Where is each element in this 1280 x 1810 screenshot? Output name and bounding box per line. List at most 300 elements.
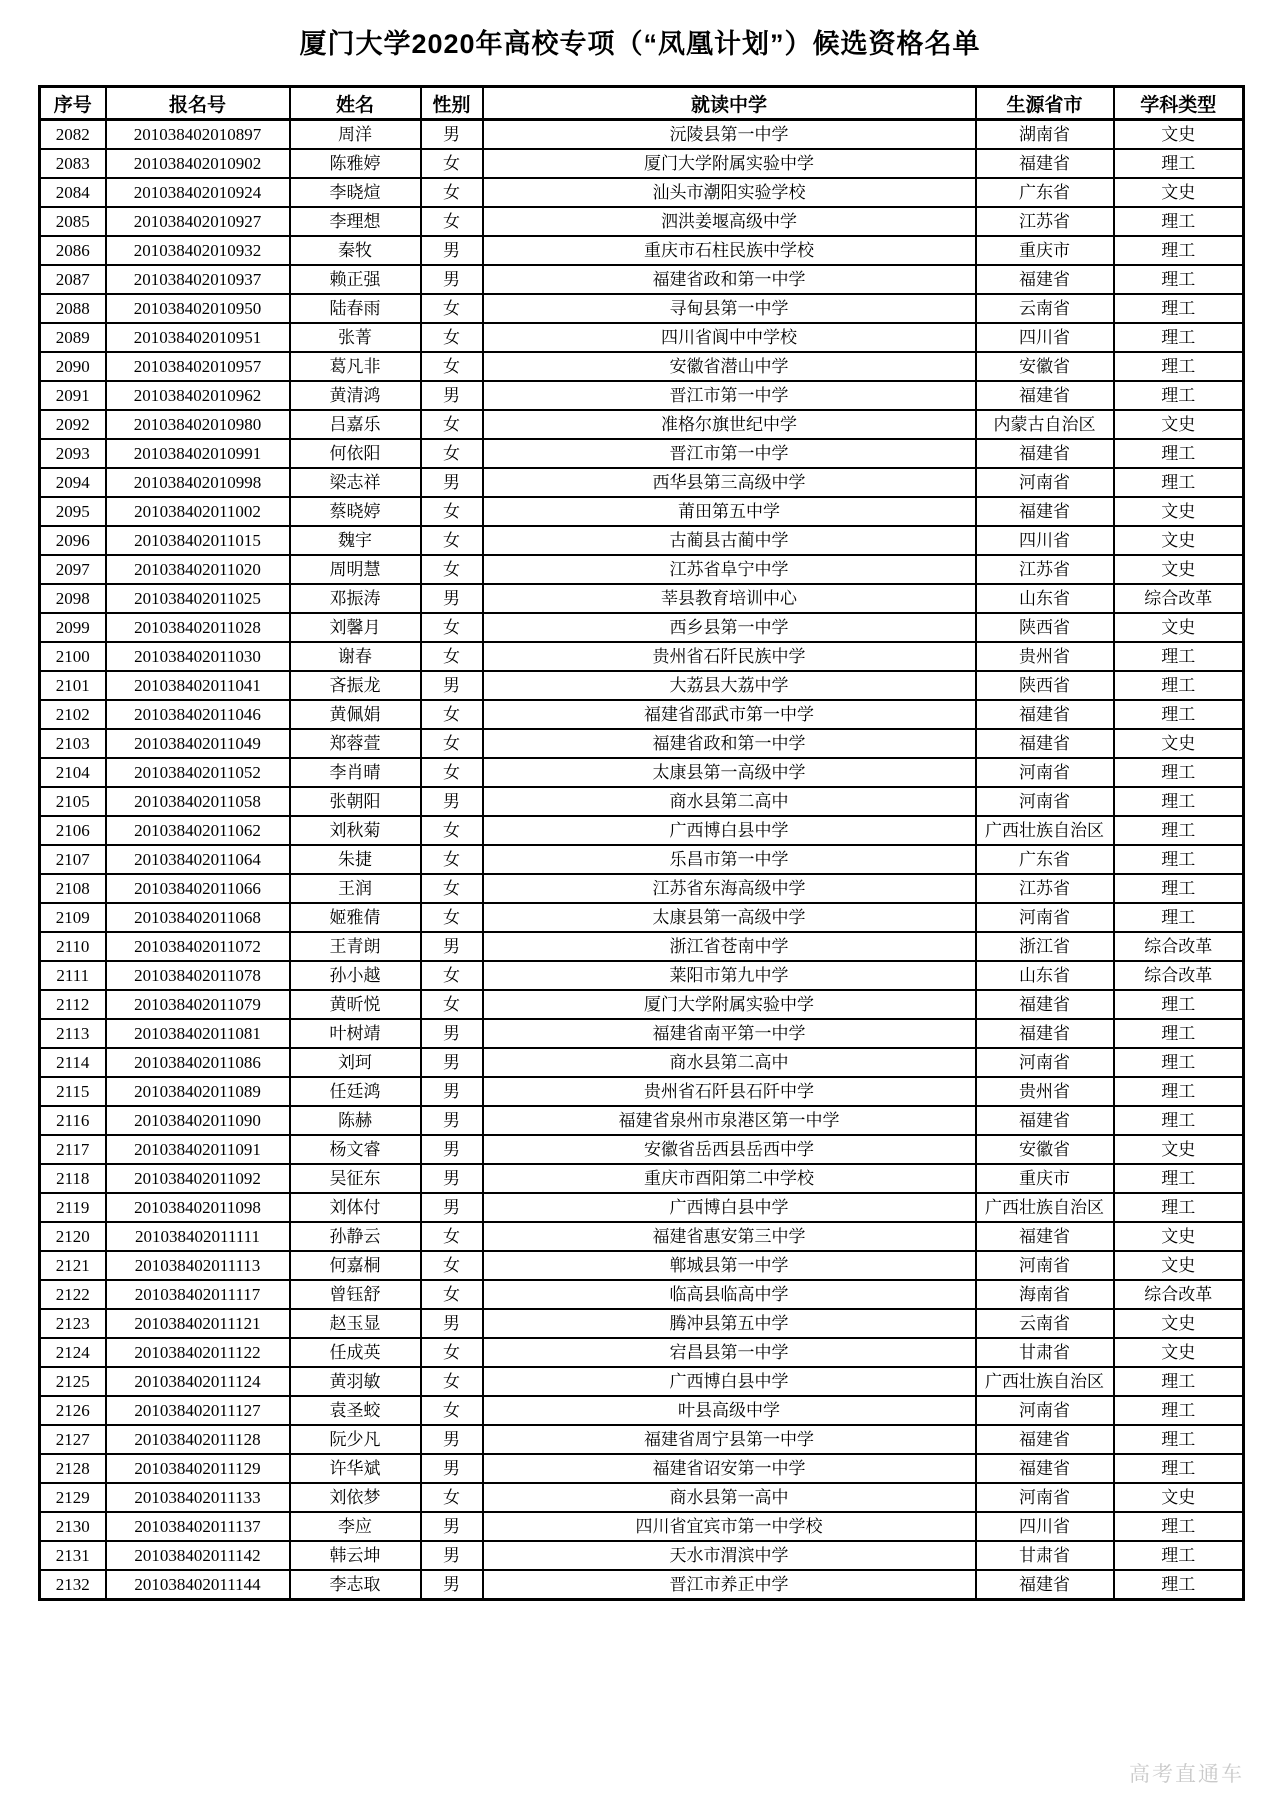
table-row (40, 729, 1244, 758)
table-row (40, 381, 1244, 410)
cell-gender: 女 (421, 410, 483, 439)
cell-registration-no: 201038402011046 (106, 700, 290, 729)
cell-registration-no: 201038402011081 (106, 1019, 290, 1048)
cell-index: 2132 (40, 1570, 106, 1600)
cell-registration-no: 201038402010957 (106, 352, 290, 381)
cell-name: 何嘉桐 (290, 1251, 421, 1280)
cell-gender: 女 (421, 816, 483, 845)
cell-subject-type: 理工 (1114, 352, 1244, 381)
cell-index: 2104 (40, 758, 106, 787)
table-row (40, 236, 1244, 265)
cell-index: 2099 (40, 613, 106, 642)
table-row (40, 1222, 1244, 1251)
column-header-gender: 性别 (421, 87, 483, 120)
cell-province: 河南省 (976, 903, 1114, 932)
cell-index: 2115 (40, 1077, 106, 1106)
cell-province: 福建省 (976, 1425, 1114, 1454)
cell-subject-type: 理工 (1114, 758, 1244, 787)
table-row (40, 265, 1244, 294)
cell-school: 宕昌县第一中学 (483, 1338, 976, 1367)
cell-subject-type: 理工 (1114, 816, 1244, 845)
cell-province: 福建省 (976, 1454, 1114, 1483)
cell-name: 谢春 (290, 642, 421, 671)
cell-registration-no: 201038402011089 (106, 1077, 290, 1106)
cell-gender: 男 (421, 1193, 483, 1222)
cell-province: 贵州省 (976, 642, 1114, 671)
cell-school: 晋江市第一中学 (483, 381, 976, 410)
cell-gender: 女 (421, 149, 483, 178)
cell-subject-type: 综合改革 (1114, 584, 1244, 613)
cell-name: 吴征东 (290, 1164, 421, 1193)
cell-name: 刘体付 (290, 1193, 421, 1222)
cell-name: 叶树靖 (290, 1019, 421, 1048)
cell-gender: 男 (421, 584, 483, 613)
cell-index: 2113 (40, 1019, 106, 1048)
cell-school: 西华县第三高级中学 (483, 468, 976, 497)
cell-gender: 女 (421, 1367, 483, 1396)
cell-index: 2090 (40, 352, 106, 381)
cell-province: 江苏省 (976, 555, 1114, 584)
cell-gender: 男 (421, 1570, 483, 1600)
cell-province: 河南省 (976, 758, 1114, 787)
cell-index: 2111 (40, 961, 106, 990)
cell-registration-no: 201038402011079 (106, 990, 290, 1019)
table-row (40, 497, 1244, 526)
table-body (40, 120, 1244, 1600)
cell-index: 2117 (40, 1135, 106, 1164)
cell-school: 重庆市酉阳第二中学校 (483, 1164, 976, 1193)
cell-registration-no: 201038402011041 (106, 671, 290, 700)
candidate-table (38, 85, 1245, 1601)
cell-gender: 女 (421, 961, 483, 990)
cell-name: 曾钰舒 (290, 1280, 421, 1309)
cell-registration-no: 201038402011129 (106, 1454, 290, 1483)
cell-province: 湖南省 (976, 120, 1114, 150)
cell-index: 2124 (40, 1338, 106, 1367)
column-header-name: 姓名 (290, 87, 421, 120)
cell-subject-type: 理工 (1114, 207, 1244, 236)
cell-name: 陈赫 (290, 1106, 421, 1135)
cell-province: 甘肃省 (976, 1338, 1114, 1367)
cell-province: 云南省 (976, 1309, 1114, 1338)
cell-name: 袁圣蛟 (290, 1396, 421, 1425)
cell-gender: 男 (421, 1019, 483, 1048)
cell-index: 2129 (40, 1483, 106, 1512)
table-row (40, 1309, 1244, 1338)
cell-subject-type: 文史 (1114, 1251, 1244, 1280)
cell-name: 任成英 (290, 1338, 421, 1367)
cell-gender: 女 (421, 294, 483, 323)
cell-subject-type: 理工 (1114, 1164, 1244, 1193)
cell-gender: 男 (421, 468, 483, 497)
cell-registration-no: 201038402010950 (106, 294, 290, 323)
cell-gender: 女 (421, 1222, 483, 1251)
cell-subject-type: 文史 (1114, 410, 1244, 439)
cell-subject-type: 理工 (1114, 323, 1244, 352)
cell-subject-type: 理工 (1114, 1541, 1244, 1570)
cell-subject-type: 文史 (1114, 729, 1244, 758)
cell-index: 2114 (40, 1048, 106, 1077)
cell-province: 河南省 (976, 1396, 1114, 1425)
cell-province: 河南省 (976, 787, 1114, 816)
cell-province: 内蒙古自治区 (976, 410, 1114, 439)
cell-gender: 女 (421, 642, 483, 671)
cell-subject-type: 文史 (1114, 555, 1244, 584)
table-row (40, 700, 1244, 729)
cell-school: 重庆市石柱民族中学校 (483, 236, 976, 265)
cell-name: 黄羽敏 (290, 1367, 421, 1396)
cell-name: 周明慧 (290, 555, 421, 584)
cell-province: 甘肃省 (976, 1541, 1114, 1570)
cell-index: 2127 (40, 1425, 106, 1454)
table-row (40, 642, 1244, 671)
cell-name: 韩云坤 (290, 1541, 421, 1570)
cell-school: 天水市渭滨中学 (483, 1541, 976, 1570)
cell-name: 何依阳 (290, 439, 421, 468)
cell-registration-no: 201038402011068 (106, 903, 290, 932)
table-row (40, 1367, 1244, 1396)
cell-province: 四川省 (976, 1512, 1114, 1541)
cell-index: 2123 (40, 1309, 106, 1338)
cell-name: 陆春雨 (290, 294, 421, 323)
cell-index: 2119 (40, 1193, 106, 1222)
cell-province: 福建省 (976, 1222, 1114, 1251)
cell-gender: 女 (421, 439, 483, 468)
cell-school: 福建省周宁县第一中学 (483, 1425, 976, 1454)
cell-gender: 女 (421, 526, 483, 555)
cell-name: 孙小越 (290, 961, 421, 990)
cell-province: 福建省 (976, 729, 1114, 758)
table-row (40, 1135, 1244, 1164)
cell-school: 贵州省石阡县石阡中学 (483, 1077, 976, 1106)
cell-gender: 女 (421, 990, 483, 1019)
cell-subject-type: 理工 (1114, 381, 1244, 410)
cell-subject-type: 文史 (1114, 497, 1244, 526)
table-row (40, 1193, 1244, 1222)
cell-subject-type: 理工 (1114, 468, 1244, 497)
cell-name: 梁志祥 (290, 468, 421, 497)
cell-index: 2118 (40, 1164, 106, 1193)
cell-name: 李理想 (290, 207, 421, 236)
column-header-school: 就读中学 (483, 87, 976, 120)
cell-school: 晋江市养正中学 (483, 1570, 976, 1600)
cell-gender: 男 (421, 265, 483, 294)
cell-gender: 女 (421, 903, 483, 932)
cell-subject-type: 文史 (1114, 1135, 1244, 1164)
cell-index: 2095 (40, 497, 106, 526)
cell-gender: 男 (421, 1077, 483, 1106)
cell-school: 四川省宜宾市第一中学校 (483, 1512, 976, 1541)
cell-name: 李晓煊 (290, 178, 421, 207)
cell-gender: 女 (421, 1483, 483, 1512)
table-row (40, 294, 1244, 323)
cell-index: 2093 (40, 439, 106, 468)
cell-registration-no: 201038402010980 (106, 410, 290, 439)
cell-subject-type: 文史 (1114, 1309, 1244, 1338)
cell-province: 浙江省 (976, 932, 1114, 961)
table-row (40, 439, 1244, 468)
cell-subject-type: 理工 (1114, 845, 1244, 874)
cell-name: 刘珂 (290, 1048, 421, 1077)
table-row (40, 816, 1244, 845)
cell-registration-no: 201038402010897 (106, 120, 290, 150)
cell-province: 广西壮族自治区 (976, 1367, 1114, 1396)
cell-school: 腾冲县第五中学 (483, 1309, 976, 1338)
cell-school: 江苏省东海高级中学 (483, 874, 976, 903)
cell-name: 蔡晓婷 (290, 497, 421, 526)
cell-registration-no: 201038402010998 (106, 468, 290, 497)
table-row (40, 1077, 1244, 1106)
cell-subject-type: 理工 (1114, 787, 1244, 816)
cell-index: 2088 (40, 294, 106, 323)
cell-gender: 女 (421, 497, 483, 526)
table-row (40, 352, 1244, 381)
cell-index: 2105 (40, 787, 106, 816)
table-row (40, 903, 1244, 932)
cell-subject-type: 文史 (1114, 526, 1244, 555)
table-row (40, 874, 1244, 903)
cell-registration-no: 201038402011064 (106, 845, 290, 874)
table-row (40, 323, 1244, 352)
cell-school: 莆田第五中学 (483, 497, 976, 526)
cell-name: 张朝阳 (290, 787, 421, 816)
table-row (40, 1106, 1244, 1135)
cell-gender: 女 (421, 845, 483, 874)
cell-subject-type: 文史 (1114, 1483, 1244, 1512)
cell-school: 广西博白县中学 (483, 816, 976, 845)
cell-index: 2107 (40, 845, 106, 874)
cell-name: 刘依梦 (290, 1483, 421, 1512)
table-row (40, 1483, 1244, 1512)
cell-school: 安徽省岳西县岳西中学 (483, 1135, 976, 1164)
table-row (40, 207, 1244, 236)
cell-province: 广东省 (976, 845, 1114, 874)
cell-province: 四川省 (976, 526, 1114, 555)
cell-registration-no: 201038402011025 (106, 584, 290, 613)
cell-index: 2120 (40, 1222, 106, 1251)
cell-province: 广西壮族自治区 (976, 1193, 1114, 1222)
cell-gender: 男 (421, 787, 483, 816)
table-row (40, 1164, 1244, 1193)
table-row (40, 961, 1244, 990)
cell-school: 古蔺县古蔺中学 (483, 526, 976, 555)
cell-registration-no: 201038402011090 (106, 1106, 290, 1135)
cell-registration-no: 201038402011086 (106, 1048, 290, 1077)
cell-province: 河南省 (976, 468, 1114, 497)
cell-province: 福建省 (976, 1570, 1114, 1600)
cell-registration-no: 201038402010951 (106, 323, 290, 352)
column-header-registration-no: 报名号 (106, 87, 290, 120)
watermark-text: 高考直通车 (1129, 1763, 1244, 1786)
cell-name: 赖正强 (290, 265, 421, 294)
cell-index: 2083 (40, 149, 106, 178)
cell-index: 2106 (40, 816, 106, 845)
cell-school: 商水县第一高中 (483, 1483, 976, 1512)
table-row (40, 1570, 1244, 1600)
cell-subject-type: 文史 (1114, 120, 1244, 150)
cell-registration-no: 201038402011015 (106, 526, 290, 555)
cell-subject-type: 理工 (1114, 1019, 1244, 1048)
cell-subject-type: 文史 (1114, 1338, 1244, 1367)
cell-registration-no: 201038402011058 (106, 787, 290, 816)
cell-index: 2098 (40, 584, 106, 613)
cell-name: 赵玉显 (290, 1309, 421, 1338)
cell-subject-type: 理工 (1114, 1048, 1244, 1077)
cell-gender: 女 (421, 178, 483, 207)
cell-registration-no: 201038402011122 (106, 1338, 290, 1367)
cell-subject-type: 理工 (1114, 439, 1244, 468)
cell-school: 莘县教育培训中心 (483, 584, 976, 613)
cell-name: 李志取 (290, 1570, 421, 1600)
cell-index: 2103 (40, 729, 106, 758)
cell-subject-type: 综合改革 (1114, 932, 1244, 961)
cell-subject-type: 理工 (1114, 1512, 1244, 1541)
cell-subject-type: 理工 (1114, 1425, 1244, 1454)
cell-school: 临高县临高中学 (483, 1280, 976, 1309)
cell-province: 福建省 (976, 1106, 1114, 1135)
cell-subject-type: 理工 (1114, 874, 1244, 903)
cell-gender: 男 (421, 236, 483, 265)
cell-gender: 男 (421, 1048, 483, 1077)
cell-registration-no: 201038402010927 (106, 207, 290, 236)
cell-gender: 男 (421, 1106, 483, 1135)
cell-gender: 男 (421, 1309, 483, 1338)
cell-registration-no: 201038402011128 (106, 1425, 290, 1454)
cell-province: 广西壮族自治区 (976, 816, 1114, 845)
cell-index: 2089 (40, 323, 106, 352)
cell-subject-type: 理工 (1114, 642, 1244, 671)
cell-school: 汕头市潮阳实验学校 (483, 178, 976, 207)
cell-gender: 女 (421, 555, 483, 584)
cell-name: 吝振龙 (290, 671, 421, 700)
table-row (40, 1425, 1244, 1454)
cell-school: 准格尔旗世纪中学 (483, 410, 976, 439)
cell-province: 福建省 (976, 439, 1114, 468)
cell-index: 2086 (40, 236, 106, 265)
cell-subject-type: 理工 (1114, 1077, 1244, 1106)
cell-name: 秦牧 (290, 236, 421, 265)
cell-school: 商水县第二高中 (483, 1048, 976, 1077)
cell-subject-type: 文史 (1114, 613, 1244, 642)
cell-province: 陕西省 (976, 671, 1114, 700)
cell-registration-no: 201038402011072 (106, 932, 290, 961)
cell-registration-no: 201038402011028 (106, 613, 290, 642)
cell-school: 西乡县第一中学 (483, 613, 976, 642)
cell-province: 重庆市 (976, 1164, 1114, 1193)
cell-province: 福建省 (976, 497, 1114, 526)
cell-gender: 女 (421, 1338, 483, 1367)
cell-index: 2125 (40, 1367, 106, 1396)
cell-province: 福建省 (976, 381, 1114, 410)
cell-registration-no: 201038402011030 (106, 642, 290, 671)
cell-subject-type: 理工 (1114, 294, 1244, 323)
cell-name: 魏宇 (290, 526, 421, 555)
cell-name: 刘馨月 (290, 613, 421, 642)
cell-school: 福建省诏安第一中学 (483, 1454, 976, 1483)
cell-province: 福建省 (976, 265, 1114, 294)
cell-subject-type: 理工 (1114, 903, 1244, 932)
cell-subject-type: 理工 (1114, 236, 1244, 265)
cell-gender: 女 (421, 1396, 483, 1425)
cell-registration-no: 201038402011111 (106, 1222, 290, 1251)
table-row (40, 613, 1244, 642)
cell-registration-no: 201038402011049 (106, 729, 290, 758)
cell-index: 2130 (40, 1512, 106, 1541)
cell-subject-type: 理工 (1114, 265, 1244, 294)
cell-name: 刘秋菊 (290, 816, 421, 845)
cell-school: 福建省邵武市第一中学 (483, 700, 976, 729)
cell-gender: 男 (421, 381, 483, 410)
cell-school: 郸城县第一中学 (483, 1251, 976, 1280)
cell-school: 江苏省阜宁中学 (483, 555, 976, 584)
cell-registration-no: 201038402011144 (106, 1570, 290, 1600)
cell-index: 2121 (40, 1251, 106, 1280)
cell-school: 寻甸县第一中学 (483, 294, 976, 323)
cell-registration-no: 201038402010924 (106, 178, 290, 207)
cell-school: 泗洪姜堰高级中学 (483, 207, 976, 236)
cell-index: 2126 (40, 1396, 106, 1425)
cell-registration-no: 201038402011133 (106, 1483, 290, 1512)
cell-school: 广西博白县中学 (483, 1193, 976, 1222)
cell-name: 李应 (290, 1512, 421, 1541)
cell-gender: 男 (421, 671, 483, 700)
cell-index: 2128 (40, 1454, 106, 1483)
cell-province: 广东省 (976, 178, 1114, 207)
table-row (40, 1541, 1244, 1570)
cell-school: 太康县第一高级中学 (483, 903, 976, 932)
cell-index: 2109 (40, 903, 106, 932)
cell-index: 2100 (40, 642, 106, 671)
cell-province: 安徽省 (976, 1135, 1114, 1164)
cell-school: 厦门大学附属实验中学 (483, 990, 976, 1019)
cell-gender: 女 (421, 1280, 483, 1309)
cell-name: 黄清鸿 (290, 381, 421, 410)
cell-name: 黄昕悦 (290, 990, 421, 1019)
cell-province: 江苏省 (976, 207, 1114, 236)
cell-registration-no: 201038402011062 (106, 816, 290, 845)
cell-province: 云南省 (976, 294, 1114, 323)
table-row (40, 468, 1244, 497)
column-header-province: 生源省市 (976, 87, 1114, 120)
cell-province: 四川省 (976, 323, 1114, 352)
table-row (40, 149, 1244, 178)
table-row (40, 410, 1244, 439)
cell-gender: 女 (421, 352, 483, 381)
cell-registration-no: 201038402011020 (106, 555, 290, 584)
cell-school: 福建省政和第一中学 (483, 265, 976, 294)
table-row (40, 671, 1244, 700)
cell-registration-no: 201038402011142 (106, 1541, 290, 1570)
cell-school: 福建省惠安第三中学 (483, 1222, 976, 1251)
cell-province: 福建省 (976, 990, 1114, 1019)
cell-name: 朱捷 (290, 845, 421, 874)
cell-registration-no: 201038402010962 (106, 381, 290, 410)
table-row (40, 990, 1244, 1019)
cell-name: 任廷鸿 (290, 1077, 421, 1106)
cell-name: 姬雅倩 (290, 903, 421, 932)
cell-school: 四川省阆中中学校 (483, 323, 976, 352)
cell-gender: 男 (421, 1135, 483, 1164)
cell-province: 福建省 (976, 700, 1114, 729)
header-row (40, 87, 1244, 120)
cell-index: 2112 (40, 990, 106, 1019)
cell-index: 2094 (40, 468, 106, 497)
page-title: 厦门大学2020年高校专项（“凤凰计划”）候选资格名单 (299, 29, 981, 59)
cell-province: 河南省 (976, 1048, 1114, 1077)
cell-index: 2082 (40, 120, 106, 150)
cell-gender: 女 (421, 874, 483, 903)
cell-registration-no: 201038402011066 (106, 874, 290, 903)
